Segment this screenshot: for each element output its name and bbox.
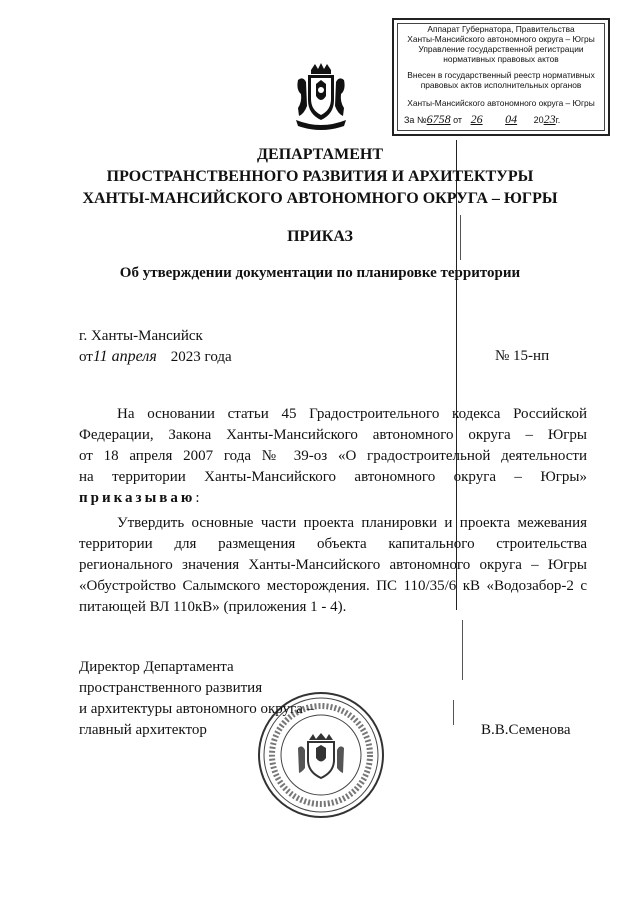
basis-paragraph (79, 404, 587, 509)
decision-paragraph (79, 513, 587, 618)
stamp-line: правовых актов исполнительных органов (420, 80, 582, 90)
date-prefix: от (79, 349, 93, 365)
order-word-line (79, 488, 587, 509)
order-subject: Об утверждении документации по планировке территории (119, 265, 521, 281)
stamp-line: Аппарат Губернатора, Правительства (427, 24, 575, 34)
stamp-reg-day: 26 (470, 112, 483, 126)
signature-title-line: главный архитектор (79, 722, 207, 738)
stamp-line: нормативных правовых актов (443, 54, 559, 64)
scan-line (462, 620, 463, 680)
stamp-reg-year-prefix: 20 (533, 115, 544, 125)
stamp-line: Внесен в государственный реестр нормативных (407, 70, 595, 80)
stamp-registration-row (404, 112, 600, 127)
header-line: ХАНТЫ-МАНСИЙСКОГО АВТОНОМНОГО ОКРУГА – ЮГРЫ (82, 190, 558, 207)
decision-line: территории для размещения объекта капитального строительства (79, 536, 587, 552)
decision-line: регионального значения Ханты-Мансийского автономного округа – Югры (79, 557, 587, 573)
signature-block (79, 657, 314, 741)
basis-line: на территории Ханты-Мансийского автономного округа – Югры» (79, 469, 587, 485)
header-line: ПРОСТРАНСТВЕННОГО РАЗВИТИЯ И АРХИТЕКТУРЫ (106, 168, 534, 185)
basis-line: от 18 апреля 2007 года № 39-оз «О градостроительной деятельности (79, 448, 587, 464)
signature-title-line: Директор Департамента (79, 659, 234, 675)
order-word: приказываю (79, 490, 196, 506)
stamp-line: Ханты-Мансийского автономного округа – Югры (407, 98, 595, 108)
registration-stamp (392, 18, 610, 136)
order-title: ПРИКАЗ (287, 228, 353, 245)
stamp-line: Управление государственной регистрации (418, 44, 584, 54)
city: г. Ханты-Мансийск (79, 328, 203, 344)
order-colon: : (195, 490, 200, 506)
department-header (0, 144, 640, 210)
signatory-name: В.В.Семенова (481, 722, 571, 738)
signature-title-line: и архитектуры автономного округа – (79, 701, 315, 717)
header-line: ДЕПАРТАМЕНТ (257, 146, 383, 163)
decision-line: Утвердить основные части проекта планировки и проекта межевания (117, 515, 587, 531)
date-handwritten: 11 апреля (92, 348, 157, 365)
stamp-line: Ханты-Мансийского автономного округа – Югры (407, 34, 595, 44)
basis-line: Федерации, Закона Ханты-Мансийского автономного округа – Югры (79, 427, 587, 443)
basis-line: На основании статьи 45 Градостроительного кодекса Российской (117, 406, 587, 422)
scan-line (453, 700, 454, 725)
date-year: 2023 года (170, 349, 232, 365)
stamp-reg-prefix: За № (404, 115, 427, 125)
stamp-reg-month: 04 (505, 112, 518, 126)
stamp-reg-year: 23 (543, 112, 556, 126)
stamp-reg-suffix: г. (555, 115, 561, 125)
order-number: № 15-нп (495, 348, 550, 364)
decision-line: питающей ВЛ 110кВ» (приложения 1 - 4). (79, 599, 347, 615)
coat-of-arms-emblem (294, 62, 348, 132)
signature-title-line: пространственного развития (79, 680, 263, 696)
order-date (79, 346, 232, 368)
decision-line: «Обустройство Салымского месторождения. ПС 110/35/6 кВ «Водозабор-2 с (79, 578, 587, 594)
stamp-reg-number: 6758 (426, 112, 451, 126)
stamp-reg-from: от (453, 115, 463, 125)
